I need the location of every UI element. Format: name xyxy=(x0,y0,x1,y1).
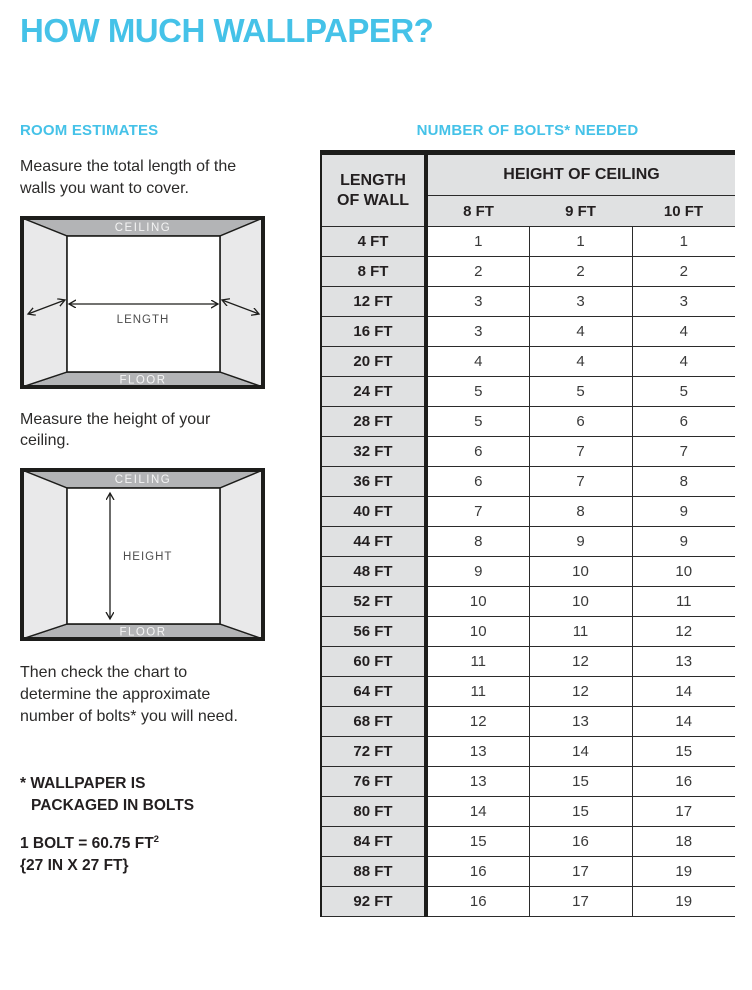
bolt-count-cell: 5 xyxy=(426,407,529,437)
bolt-count-cell: 16 xyxy=(632,767,735,797)
bolt-count-cell: 1 xyxy=(529,227,632,257)
bolt-count-cell: 9 xyxy=(632,497,735,527)
footnote-line2: PACKAGED IN BOLTS xyxy=(31,796,195,814)
instruction-check-chart: Then check the chart to determine the approximate number of bolts* you will need. xyxy=(20,664,238,725)
ceiling-height-column-header: 8 FT xyxy=(426,196,529,227)
bolt-count-cell: 6 xyxy=(426,437,529,467)
bolt-count-cell: 9 xyxy=(529,527,632,557)
wall-length-cell: 84 FT xyxy=(321,827,426,857)
table-row xyxy=(321,317,735,347)
bolt-count-cell: 13 xyxy=(632,647,735,677)
bolt-count-cell: 19 xyxy=(632,857,735,887)
floor-label: FLOOR xyxy=(119,626,167,639)
bolts-table-heading: NUMBER OF BOLTS* NEEDED xyxy=(416,122,639,139)
bolt-count-cell: 15 xyxy=(529,797,632,827)
table-row xyxy=(321,617,735,647)
left-wall xyxy=(22,470,67,639)
wall-length-cell: 28 FT xyxy=(321,407,426,437)
bolt-equation xyxy=(20,833,308,855)
bolt-count-cell: 5 xyxy=(529,377,632,407)
table-row xyxy=(321,767,735,797)
table-row xyxy=(321,467,735,497)
wall-length-cell: 88 FT xyxy=(321,857,426,887)
bolt-count-cell: 14 xyxy=(529,737,632,767)
bolt-table-body xyxy=(321,227,735,917)
bolt-count-cell: 4 xyxy=(632,347,735,377)
ceiling-label: CEILING xyxy=(114,474,172,486)
ceiling-height-column-header: 10 FT xyxy=(632,196,735,227)
bolt-count-cell: 4 xyxy=(632,317,735,347)
footnote-line1: * WALLPAPER IS xyxy=(20,775,146,793)
room-estimates-heading: ROOM ESTIMATES xyxy=(20,122,159,139)
bolt-count-cell: 11 xyxy=(426,677,529,707)
bolt-count-cell: 9 xyxy=(632,527,735,557)
wall-length-cell: 48 FT xyxy=(321,557,426,587)
table-row xyxy=(321,437,735,467)
table-row xyxy=(321,257,735,287)
length-of-wall-header: LENGTH OF WALL xyxy=(321,153,426,227)
bolt-count-cell: 14 xyxy=(632,677,735,707)
instruction-measure-height: Measure the height of your ceiling. xyxy=(20,410,211,450)
wall-length-cell: 32 FT xyxy=(321,437,426,467)
wall-length-cell: 52 FT xyxy=(321,587,426,617)
wall-length-cell: 36 FT xyxy=(321,467,426,497)
bolt-count-cell: 1 xyxy=(426,227,529,257)
bolt-count-cell: 16 xyxy=(426,887,529,917)
length-label: LENGTH xyxy=(116,313,170,326)
bolt-count-cell: 3 xyxy=(529,287,632,317)
bolt-count-cell: 13 xyxy=(529,707,632,737)
table-row xyxy=(321,377,735,407)
wall-length-cell: 60 FT xyxy=(321,647,426,677)
bolt-count-cell: 13 xyxy=(426,767,529,797)
bolt-count-cell: 10 xyxy=(632,557,735,587)
bolt-count-cell: 14 xyxy=(632,707,735,737)
wall-length-cell: 64 FT xyxy=(321,677,426,707)
table-row xyxy=(321,857,735,887)
bolt-count-cell: 6 xyxy=(426,467,529,497)
bolt-count-cell: 8 xyxy=(426,527,529,557)
bolt-count-cell: 3 xyxy=(426,317,529,347)
wall-length-cell: 80 FT xyxy=(321,797,426,827)
bolt-dimensions: {27 IN X 27 FT} xyxy=(20,856,129,874)
instruction-measure-length: Measure the total length of the walls you want to cover. xyxy=(20,158,237,197)
bolt-count-cell: 9 xyxy=(426,557,529,587)
wall-length-cell: 4 FT xyxy=(321,227,426,257)
wall-length-cell: 20 FT xyxy=(321,347,426,377)
bolt-count-cell: 3 xyxy=(426,287,529,317)
bolt-count-cell: 12 xyxy=(529,647,632,677)
bolt-count-cell: 8 xyxy=(632,467,735,497)
bolt-count-cell: 4 xyxy=(529,317,632,347)
bolt-count-cell: 16 xyxy=(529,827,632,857)
wall-length-cell: 44 FT xyxy=(321,527,426,557)
right-wall xyxy=(220,218,263,387)
table-row xyxy=(321,587,735,617)
right-wall xyxy=(220,470,263,639)
bolt-count-cell: 12 xyxy=(426,707,529,737)
bolt-count-cell: 11 xyxy=(426,647,529,677)
bolt-count-cell: 4 xyxy=(426,347,529,377)
room-estimates-section xyxy=(20,122,308,877)
table-row xyxy=(321,797,735,827)
wall-length-cell: 68 FT xyxy=(321,707,426,737)
bolt-count-cell: 3 xyxy=(632,287,735,317)
bolt-count-cell: 5 xyxy=(426,377,529,407)
bolt-count-cell: 15 xyxy=(632,737,735,767)
bolt-count-cell: 7 xyxy=(529,437,632,467)
bolt-count-cell: 1 xyxy=(632,227,735,257)
page-title: HOW MUCH WALLPAPER? xyxy=(20,12,434,49)
bolt-count-cell: 15 xyxy=(529,767,632,797)
ceiling-height-column-header: 9 FT xyxy=(529,196,632,227)
bolt-count-cell: 12 xyxy=(529,677,632,707)
table-row xyxy=(321,737,735,767)
bolt-count-cell: 14 xyxy=(426,797,529,827)
wall-length-cell: 16 FT xyxy=(321,317,426,347)
bolt-count-cell: 6 xyxy=(529,407,632,437)
bolt-count-cell: 7 xyxy=(529,467,632,497)
bolt-count-cell: 4 xyxy=(529,347,632,377)
bolt-count-cell: 17 xyxy=(529,857,632,887)
bolt-count-cell: 18 xyxy=(632,827,735,857)
table-row xyxy=(321,827,735,857)
bolts-table-header xyxy=(321,153,735,227)
bolt-count-cell: 10 xyxy=(426,587,529,617)
wall-length-cell: 12 FT xyxy=(321,287,426,317)
bolt-count-cell: 7 xyxy=(426,497,529,527)
bolt-count-cell: 11 xyxy=(632,587,735,617)
table-header-row-group xyxy=(321,153,735,196)
bolt-count-cell: 10 xyxy=(529,587,632,617)
bolt-equation-text: 1 BOLT = 60.75 FT xyxy=(20,835,154,853)
wallpaper-bolts-footnote xyxy=(20,773,308,816)
table-row xyxy=(321,497,735,527)
bolt-count-cell: 5 xyxy=(632,377,735,407)
height-of-ceiling-header: HEIGHT OF CEILING xyxy=(426,153,735,196)
ceiling-label: CEILING xyxy=(114,221,172,234)
table-row xyxy=(321,677,735,707)
wall-length-cell: 72 FT xyxy=(321,737,426,767)
bolt-count-cell: 12 xyxy=(632,617,735,647)
room-height-diagram xyxy=(20,468,265,641)
bolt-count-cell: 10 xyxy=(426,617,529,647)
bolt-count-cell: 10 xyxy=(529,557,632,587)
floor-label: FLOOR xyxy=(119,374,167,386)
height-label: HEIGHT xyxy=(123,551,173,563)
wall-length-cell: 92 FT xyxy=(321,887,426,917)
table-row xyxy=(321,647,735,677)
bolt-count-cell: 13 xyxy=(426,737,529,767)
table-row xyxy=(321,227,735,257)
bolt-equation-superscript: 2 xyxy=(153,834,160,845)
bolt-count-cell: 2 xyxy=(529,257,632,287)
bolt-count-cell: 2 xyxy=(632,257,735,287)
bolt-count-cell: 17 xyxy=(529,887,632,917)
left-wall xyxy=(22,218,67,387)
table-row xyxy=(321,527,735,557)
bolts-needed-section xyxy=(320,122,736,917)
table-row xyxy=(321,287,735,317)
bolt-count-cell: 2 xyxy=(426,257,529,287)
wall-length-cell: 76 FT xyxy=(321,767,426,797)
wall-length-cell: 40 FT xyxy=(321,497,426,527)
bolt-count-cell: 19 xyxy=(632,887,735,917)
table-row xyxy=(321,707,735,737)
bolt-count-cell: 16 xyxy=(426,857,529,887)
bolt-count-cell: 8 xyxy=(529,497,632,527)
bolt-count-cell: 17 xyxy=(632,797,735,827)
table-row xyxy=(321,557,735,587)
wall-length-cell: 24 FT xyxy=(321,377,426,407)
room-length-diagram xyxy=(20,216,265,389)
bolt-count-cell: 11 xyxy=(529,617,632,647)
table-row xyxy=(321,407,735,437)
bolt-count-cell: 7 xyxy=(632,437,735,467)
table-row xyxy=(321,887,735,917)
bolt-count-cell: 15 xyxy=(426,827,529,857)
bolt-count-cell: 6 xyxy=(632,407,735,437)
wall-length-cell: 56 FT xyxy=(321,617,426,647)
bolts-table xyxy=(320,150,735,917)
wall-length-cell: 8 FT xyxy=(321,257,426,287)
table-row xyxy=(321,347,735,377)
